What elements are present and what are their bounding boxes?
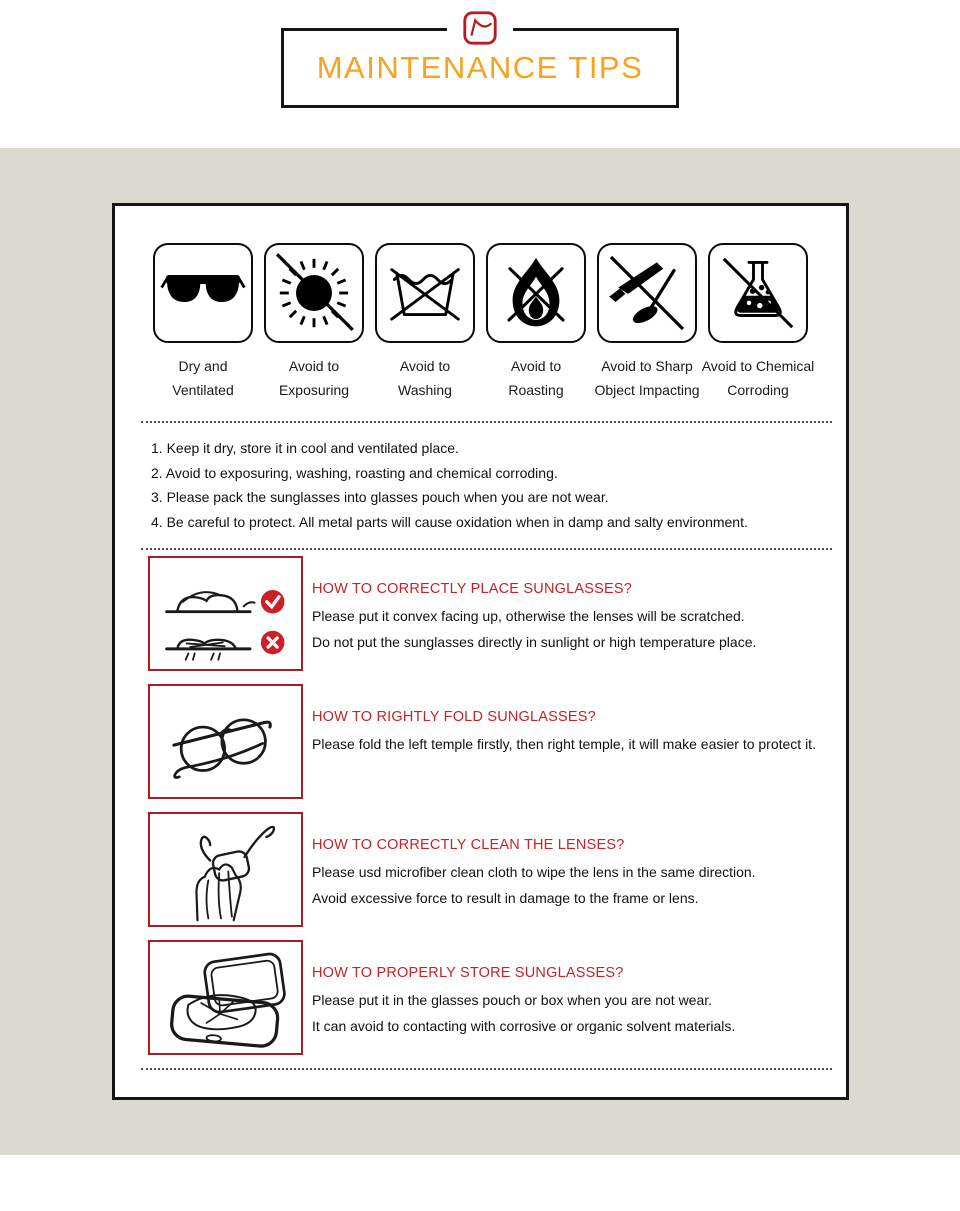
no-sun-icon bbox=[264, 243, 364, 343]
tip-item: 4. Be careful to protect. All metal parts will cause oxidation when in damp and salty environment. bbox=[151, 513, 748, 530]
no-chemicals-icon bbox=[708, 243, 808, 343]
care-icon-item bbox=[375, 243, 475, 402]
section-lines bbox=[312, 731, 816, 757]
care-icon-label-line1: Avoid to bbox=[399, 358, 451, 374]
how-to-sections bbox=[115, 556, 846, 1055]
section-line: Do not put the sunglasses directly in sunlight or high temperature place. bbox=[312, 634, 757, 650]
section-line: Please put it convex facing up, otherwise the lenses will be scratched. bbox=[312, 608, 745, 624]
care-icon-item bbox=[486, 243, 586, 402]
care-icon-label-line1: Avoid to Sharp bbox=[601, 358, 693, 374]
section-text bbox=[312, 684, 816, 799]
tip-item: 2. Avoid to exposuring, washing, roasting and chemical corroding. bbox=[151, 464, 558, 481]
page-title: MAINTENANCE TIPS bbox=[316, 50, 644, 85]
care-instructions-card bbox=[112, 203, 849, 1100]
section-lines bbox=[312, 987, 735, 1039]
care-icon-item bbox=[264, 243, 364, 402]
care-icon-label-line2: Roasting bbox=[508, 382, 564, 398]
care-icon-label bbox=[683, 354, 833, 402]
care-icon-label-line2: Object Impacting bbox=[594, 382, 700, 398]
care-icon-label-line1: Avoid to Chemical bbox=[701, 358, 815, 374]
section-heading: HOW TO PROPERLY STORE SUNGLASSES? bbox=[312, 965, 624, 981]
tip-item: 1. Keep it dry, store it in cool and ventilated place. bbox=[151, 440, 459, 456]
dotted-separator bbox=[141, 1068, 832, 1070]
how-to-section bbox=[148, 812, 846, 927]
store-sunglasses-illustration bbox=[148, 940, 303, 1055]
glasses-logo-icon bbox=[447, 9, 513, 47]
care-icon-item bbox=[701, 243, 815, 402]
dotted-separator bbox=[141, 421, 832, 423]
care-icons-row bbox=[115, 243, 846, 402]
section-line: Please fold the left temple firstly, then right temple, it will make easier to protect it. bbox=[312, 736, 816, 752]
care-icon-label-line2: Corroding bbox=[727, 382, 789, 398]
fold-sunglasses-illustration bbox=[148, 684, 303, 799]
tips-list bbox=[151, 436, 826, 534]
section-line: Please usd microfiber clean cloth to wipe the lens in the same direction. bbox=[312, 864, 756, 880]
no-fire-icon bbox=[486, 243, 586, 343]
clean-lenses-illustration bbox=[148, 812, 303, 927]
section-line: Please put it in the glasses pouch or box when you are not wear. bbox=[312, 992, 713, 1008]
no-washing-icon bbox=[375, 243, 475, 343]
care-icon-label-line1: Avoid to bbox=[510, 358, 562, 374]
section-lines bbox=[312, 603, 756, 655]
how-to-section bbox=[148, 684, 846, 799]
section-text bbox=[312, 812, 756, 927]
care-icon-label-line1: Dry and bbox=[178, 358, 228, 374]
section-heading: HOW TO CORRECTLY CLEAN THE LENSES? bbox=[312, 837, 625, 853]
care-icon-item bbox=[153, 243, 253, 402]
care-icon-label-line2: Ventilated bbox=[172, 382, 234, 398]
care-icon-item bbox=[594, 243, 700, 402]
section-text bbox=[312, 556, 756, 671]
section-line: Avoid excessive force to result in damage to the frame or lens. bbox=[312, 890, 699, 906]
section-heading: HOW TO RIGHTLY FOLD SUNGLASSES? bbox=[312, 709, 596, 725]
care-icon-label-line1: Avoid to bbox=[288, 358, 340, 374]
section-text bbox=[312, 940, 735, 1055]
dotted-separator bbox=[141, 548, 832, 550]
no-sharp-objects-icon bbox=[597, 243, 697, 343]
how-to-section bbox=[148, 556, 846, 671]
how-to-section bbox=[148, 940, 846, 1055]
care-icon-label-line2: Exposuring bbox=[278, 382, 350, 398]
sunglasses-icon bbox=[153, 243, 253, 343]
header-title-box bbox=[281, 28, 679, 108]
section-lines bbox=[312, 859, 756, 911]
place-sunglasses-illustration bbox=[148, 556, 303, 671]
section-heading: HOW TO CORRECTLY PLACE SUNGLASSES? bbox=[312, 581, 632, 597]
care-icon-label-line2: Washing bbox=[398, 382, 452, 398]
section-line: It can avoid to contacting with corrosive or organic solvent materials. bbox=[312, 1018, 736, 1034]
tip-item: 3. Please pack the sunglasses into glasses pouch when you are not wear. bbox=[151, 489, 609, 505]
